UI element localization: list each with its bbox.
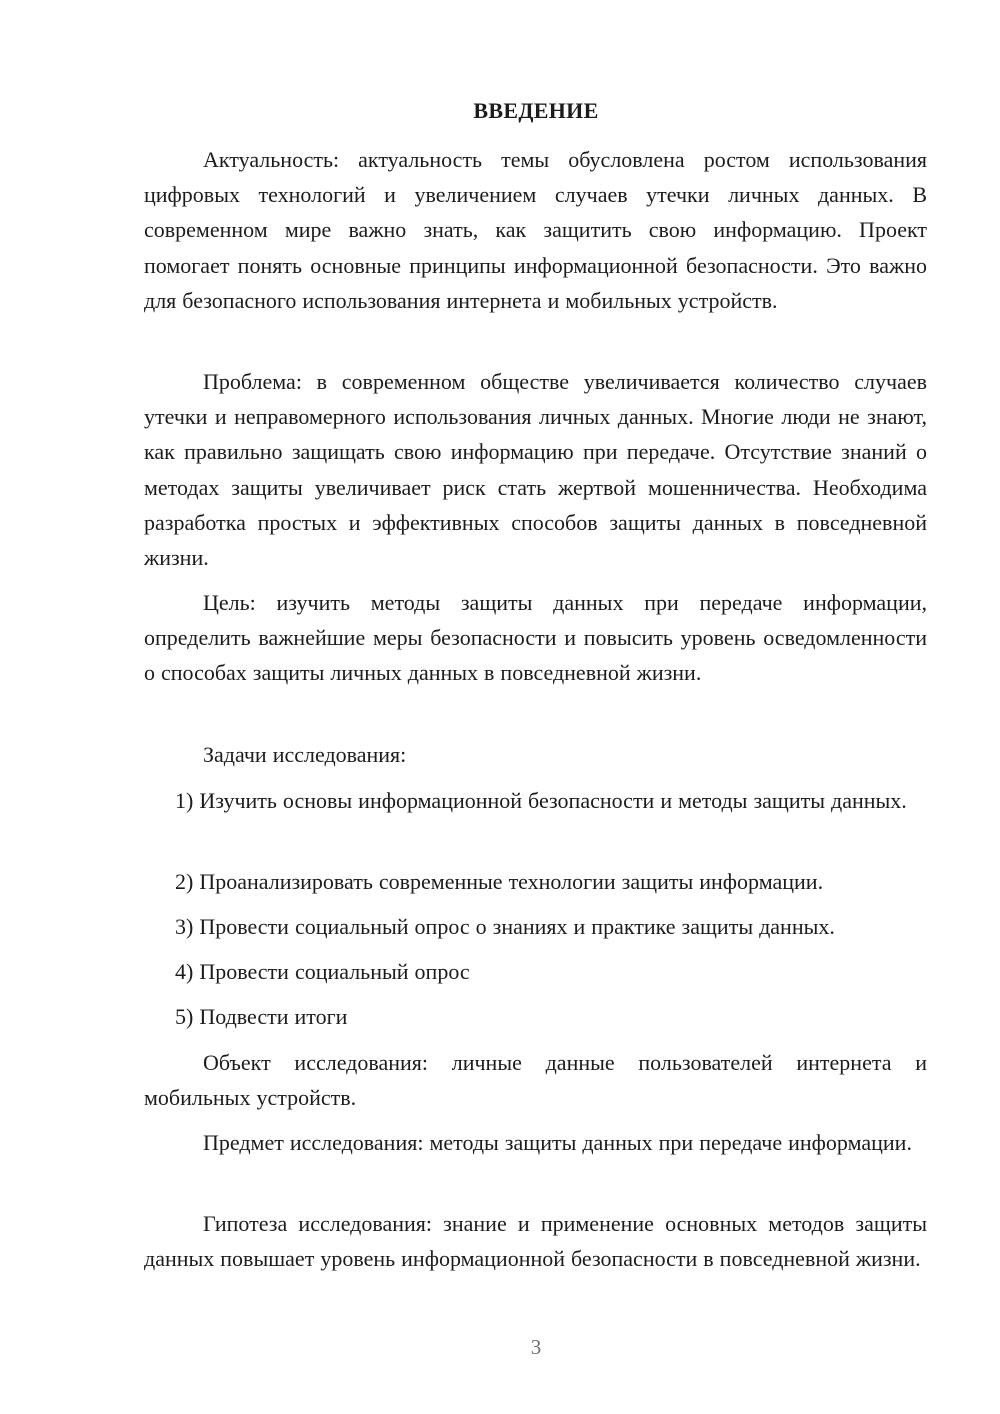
task-item-5: 5) Подвести итоги: [175, 1004, 348, 1029]
paragraph-relevance: Актуальность: актуальность темы обусловлена ростом использования цифровых технологий и увеличением случаев утечки личных данных. В современном мире важно знать, как защитить свою информацию. Проект помогает понять основные принципы информационной безопасности. Это важно для безопасного использования интернета и мобильных устройств.: [144, 147, 927, 313]
page-number: 3: [530, 1335, 542, 1359]
tasks-heading: Задачи исследования:: [203, 742, 407, 767]
paragraph-problem: Проблема: в современном обществе увеличивается количество случаев утечки и неправомерного использования личных данных. Многие люди не знают, как правильно защищать свою информацию при передаче. Отсутствие знаний о методах защиты увеличивает риск стать жертвой мошенничества. Необходима разработка простых и эффективных способов защиты данных в повседневной жизни.: [144, 369, 927, 571]
paragraph-object: Объект исследования: личные данные пользователей интернета и мобильных устройств.: [144, 1050, 927, 1111]
page-title: ВВЕДЕНИЕ: [473, 98, 599, 123]
paragraph-hypothesis: Гипотеза исследования: знание и применение основных методов защиты данных повышает уровень информационной безопасности в повседневной жизни.: [144, 1211, 927, 1272]
paragraph-goal: Цель: изучить методы защиты данных при передаче информации, определить важнейшие меры безопасности и повысить уровень осведомленности о способах защиты личных данных в повседневной жизни.: [144, 590, 927, 686]
task-item-4: 4) Провести социальный опрос: [175, 959, 470, 984]
task-item-2: 2) Проанализировать современные технологии защиты информации.: [175, 869, 824, 894]
paragraph-subject: Предмет исследования: методы защиты данных при передаче информации.: [203, 1130, 912, 1155]
task-item-1: 1) Изучить основы информационной безопасности и методы защиты данных.: [175, 788, 907, 813]
task-item-3: 3) Провести социальный опрос о знаниях и практике защиты данных.: [175, 914, 835, 939]
